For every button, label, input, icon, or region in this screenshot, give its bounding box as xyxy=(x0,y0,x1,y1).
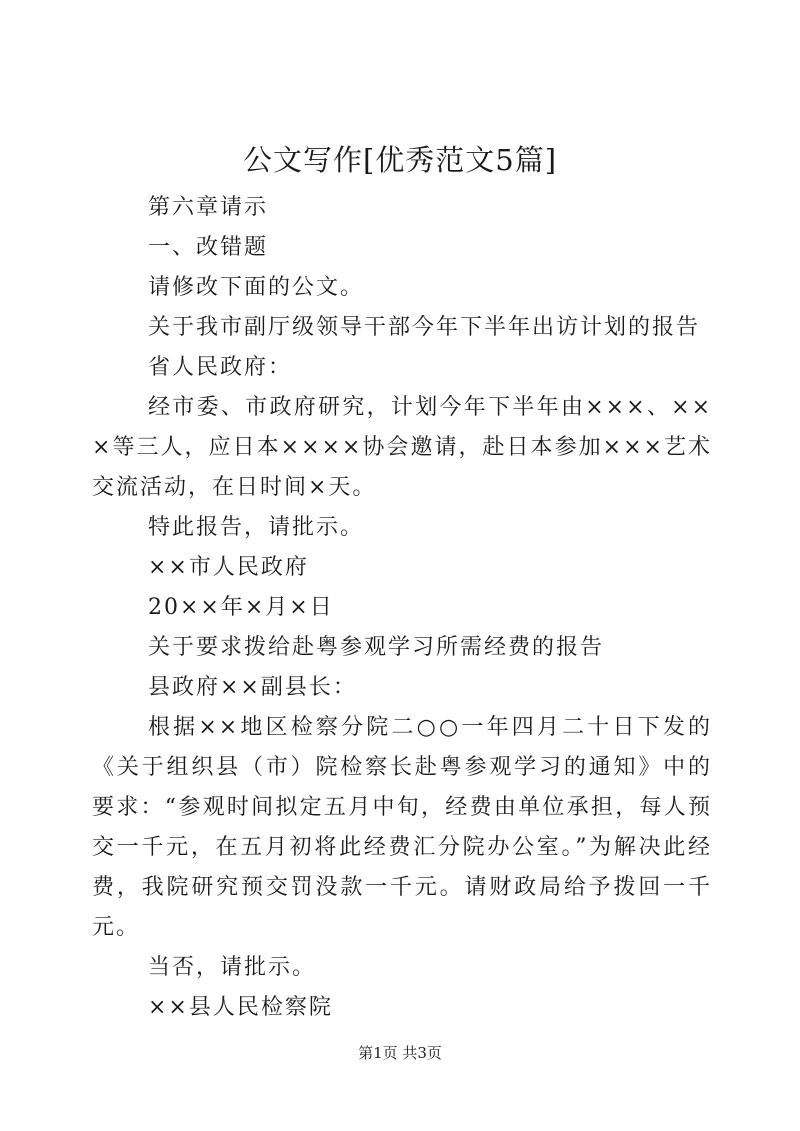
report-1-body: 经市委、市政府研究，计划今年下半年由×××、×××等三人，应日本××××协会邀请，赴日本参加×××艺术交流活动，在日时间×天。 xyxy=(92,395,712,500)
report-1-closing: 特此报告，请批示。 xyxy=(148,515,365,540)
report-1-sender: ××市人民政府 xyxy=(148,555,309,580)
report-2-sender: ××县人民检察院 xyxy=(148,995,333,1020)
report-2-addressee: 县政府××副县长： xyxy=(148,675,357,700)
instruction-text: 请修改下面的公文。 xyxy=(148,275,365,300)
report-2-closing: 当否，请批示。 xyxy=(148,955,317,980)
report-2-title: 关于要求拨给赴粤参观学习所需经费的报告 xyxy=(148,635,605,660)
page-footer: 第1页 共3页 xyxy=(358,1044,442,1062)
chapter-heading: 第六章请示 xyxy=(148,195,269,220)
report-1-addressee: 省人民政府： xyxy=(148,355,293,380)
document-body xyxy=(92,188,712,1028)
report-1-title: 关于我市副厅级领导干部今年下半年出访计划的报告 xyxy=(148,315,701,340)
section-heading: 一、改错题 xyxy=(148,235,269,260)
report-1-date: 20××年×月×日 xyxy=(148,595,334,620)
document-title: 公文写作[优秀范文5篇] xyxy=(242,143,558,177)
report-2-body: 根据××地区检察分院二○○一年四月二十日下发的《关于组织县（市）院检察长赴粤参观学习的通知》中的要求：“参观时间拟定五月中旬，经费由单位承担，每人预交一千元，在五月初将此经费汇分院办公室。”为解决此经费，我院研究预交罚没款一千元。请财政局给予拨回一千元。 xyxy=(92,715,712,940)
